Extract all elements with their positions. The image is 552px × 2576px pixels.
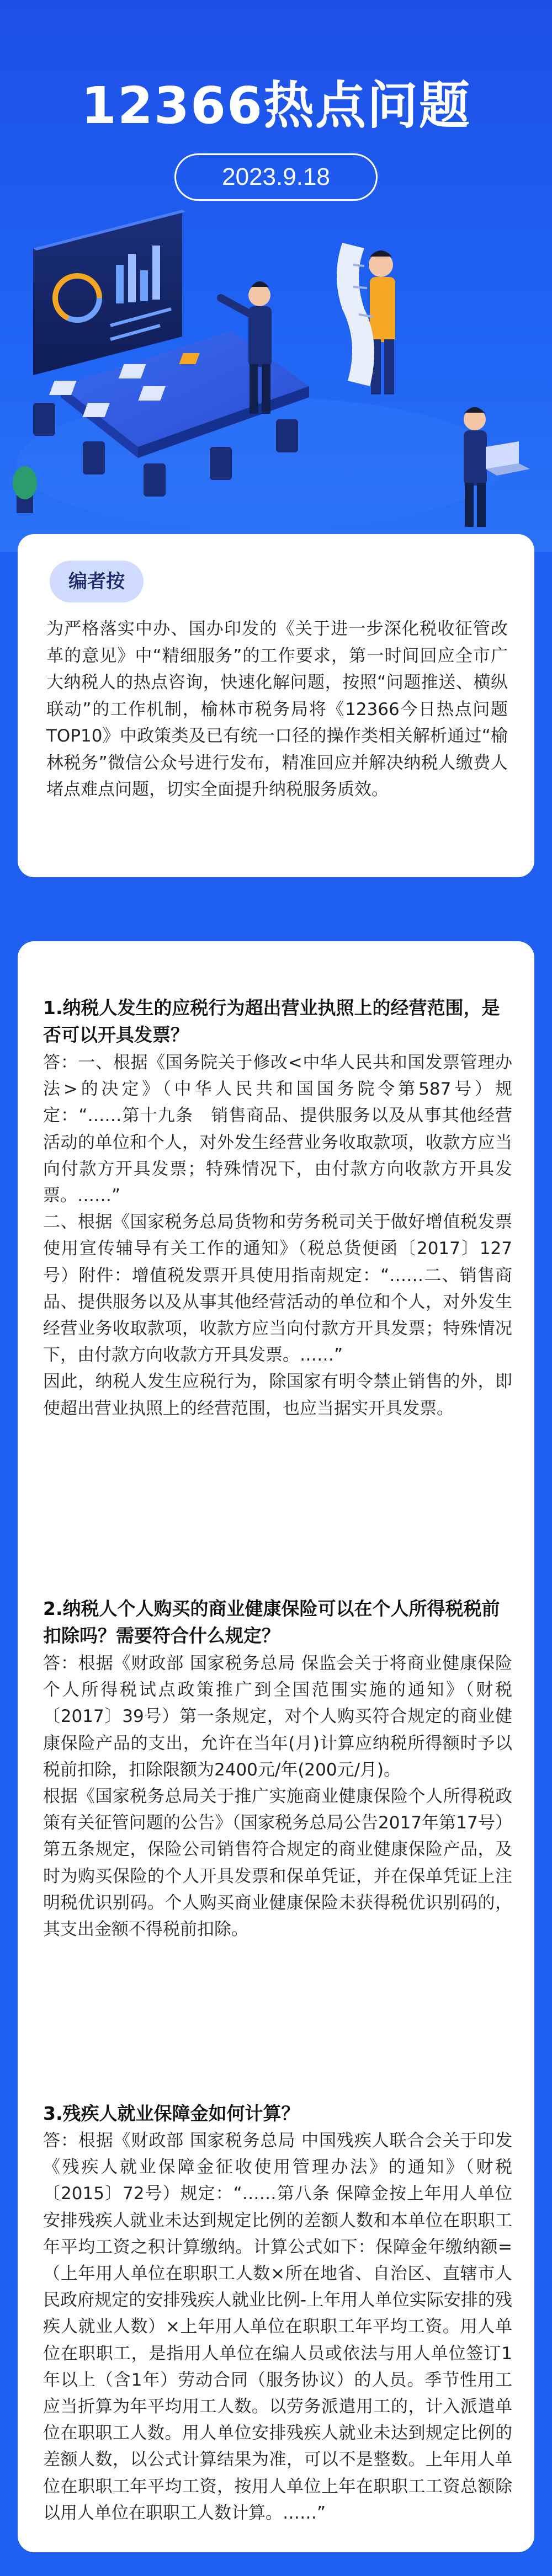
- question-2: 2.纳税人个人购买的商业健康保险可以在个人所得税税前扣除吗？需要符合什么规定？: [43, 1598, 500, 1646]
- answer-2: [43, 1650, 512, 1943]
- question-1: 1.纳税人发生的应税行为超出营业执照上的经营范围，是否可以开具发票？: [43, 997, 500, 1046]
- person-reading-document-icon: [337, 243, 395, 394]
- answer-paragraph: 答：根据《财政部 国家税务总局 保监会关于将商业健康保险个人所得税试点政策推广到全国范围实施的通知》（财税〔2017〕39号）第一条规定，对个人购买符合规定的商业健康保险产品的支出，允许在当年(月)计算应纳税所得额时予以税前扣除，扣除限额为2400元/年(200元/月)。: [43, 1654, 512, 1780]
- presentation-screen-icon: [33, 210, 185, 375]
- plant-icon: [13, 466, 37, 513]
- person-with-laptop-icon: [464, 407, 530, 527]
- answer-paragraph: 答：一、根据《国务院关于修改<中华人民共和国发票管理办法>的决定》（中华人民共和国国务院令第587号）规定：“……第十九条 销售商品、提供服务以及从事其他经营活动的单位和个人，对外发生经营业务收取款项，收款方应当向付款方开具发票；特殊情况下，由付款方向收款方开具发票。……”: [43, 1053, 512, 1206]
- answer-paragraph: 根据《国家税务总局关于推广实施商业健康保险个人所得税政策有关征管问题的公告》（国家税务总局公告2017年第17号）第五条规定，保险公司销售符合规定的商业健康保险产品，及时为购买保险的个人开具发票和保单凭证，并在保单凭证上注明税优识别码。个人购买商业健康保险未获得税优识别码的，其支出金额不得税前扣除。: [43, 1786, 512, 1940]
- date-badge: 2023.9.18: [174, 153, 378, 201]
- editor-note-text: 为严格落实中办、国办印发的《关于进一步深化税收征管改革的意见》中“精细服务”的工作要求，第一时间回应全市广大纳税人的热点咨询，快速化解问题，按照“问题推送、横纵联动”的工作机制，榆林市税务局将《12366今日热点问题TOP10》中政策类及已有统一口径的操作类相关解析通过“榆林税务”微信公众号进行发布，精准回应并解决纳税人缴费人堵点难点问题，切实全面提升纳税服务质效。: [46, 619, 508, 799]
- answer-paragraph: 二、根据《国家税务总局货物和劳务税司关于做好增值税发票使用宣传辅导有关工作的通知》（税总货便函〔2017〕127号）附件：增值税发票开具使用指南规定：“……二、销售商品、提供服务以及从事其他经营活动的单位和个人，对外发生经营业务收取款项，收款方应当向付款方开具发票；特殊情况下，由付款方向收款方开具发票。……”: [43, 1212, 512, 1366]
- hero-banner: [0, 0, 552, 552]
- answer-paragraph: 因此，纳税人发生应税行为，除国家有明令禁止销售的外，即使超出营业执照上的经营范围，也应当据实开具发票。: [43, 1372, 512, 1418]
- editor-note-badge: 编者按: [50, 561, 144, 602]
- editor-note-card: [18, 534, 534, 877]
- answer-1: [43, 1049, 512, 1422]
- question-3: 3.残疾人就业保障金如何计算？: [43, 2103, 300, 2124]
- qa-card: [18, 941, 534, 2552]
- page-title: 12366热点问题: [81, 76, 471, 135]
- answer-3: [43, 2127, 512, 2526]
- answer-paragraph: 答：根据《财政部 国家税务总局 中国残疾人联合会关于印发《残疾人就业保障金征收使用管理办法》的通知》（财税〔2015〕72号）规定：“……第八条 保障金按上年用人单位安排残疾人就业未达到规定比例的差额人数和本单位在职职工年平均工资之积计算缴纳。计算公式如下：保障金年缴纳额=（上年用人单位在职职工人数×所在地省、自治区、直辖市人民政府规定的安排残疾人就业比例-上年用人单位实际安排的残疾人就业人数）×上年用人单位在职职工年平均工资。用人单位在职职工，是指用人单位在编人员或依法与用人单位签订1年以上（含1年）劳动合同（服务协议）的人员。季节性用工应当折算为年平均用工人数。以劳务派遣用工的，计入派遣单位在职职工人数。用人单位安排残疾人就业未达到规定比例的差额人数，以公式计算结果为准，可以不是整数。上年用人单位在职职工年平均工资，按用人单位上年在职职工工资总额除以用人单位在职职工人数计算。……”: [43, 2131, 512, 2523]
- office-illustration: [0, 204, 552, 535]
